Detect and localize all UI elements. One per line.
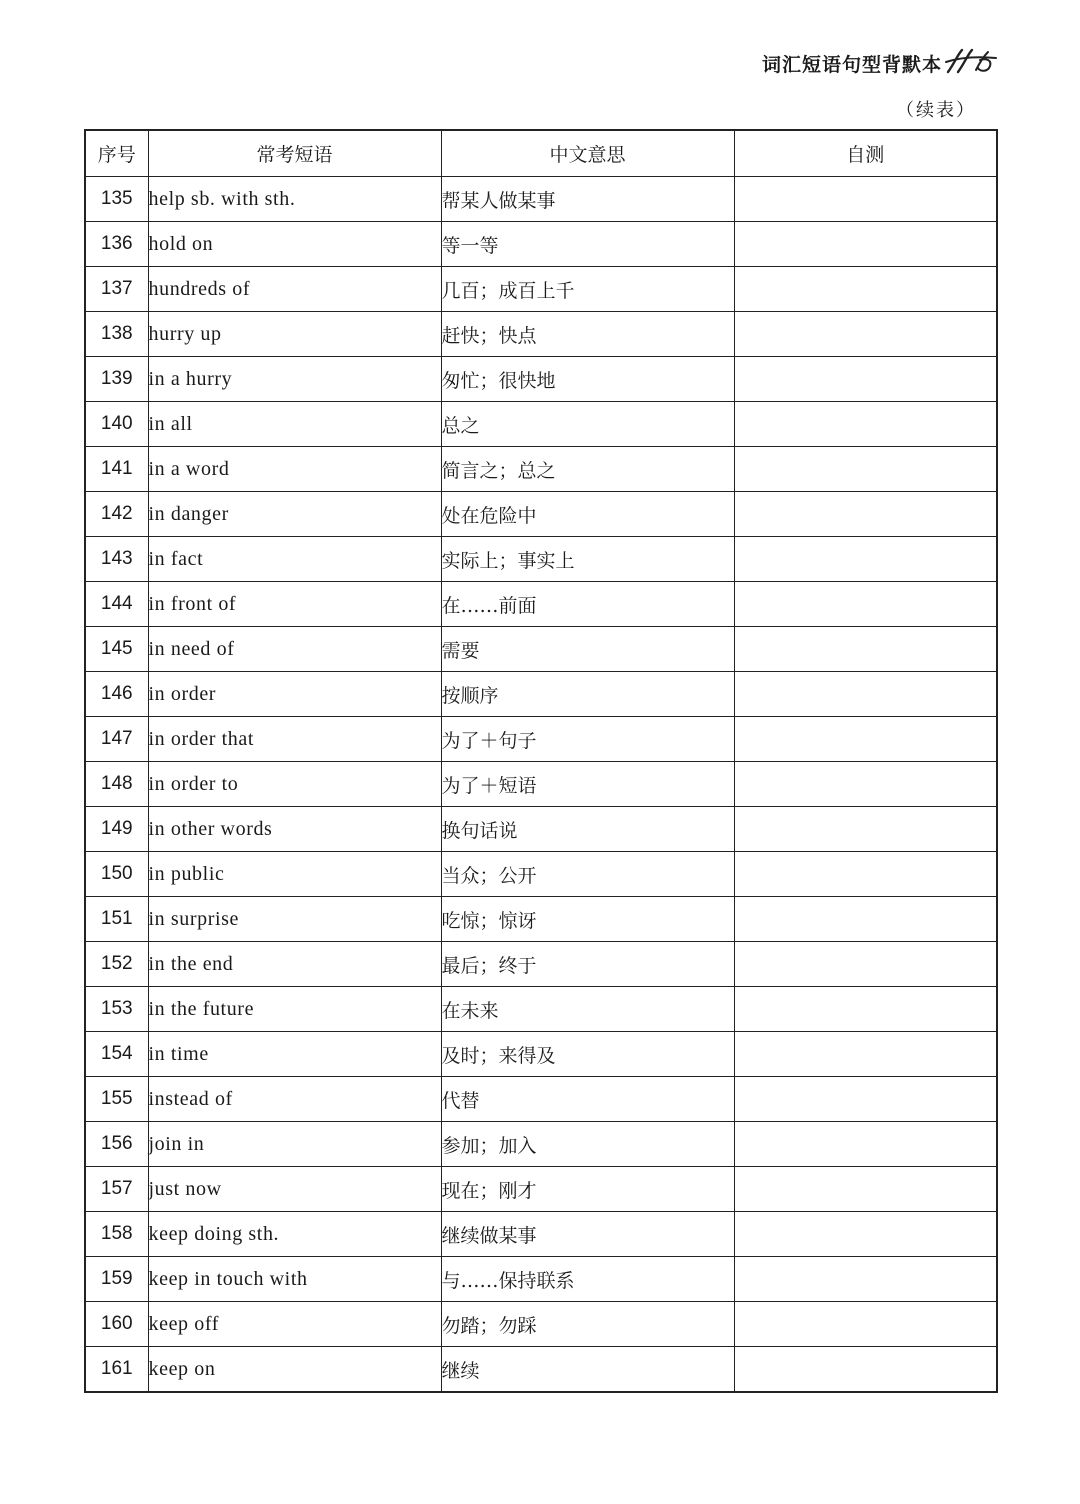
row-phrase: keep in touch with bbox=[148, 1257, 441, 1302]
row-meaning: 参加；加入 bbox=[441, 1122, 734, 1167]
row-self-test-cell[interactable] bbox=[734, 852, 997, 897]
row-self-test-cell[interactable] bbox=[734, 762, 997, 807]
row-number: 139 bbox=[85, 357, 148, 402]
row-self-test-cell[interactable] bbox=[734, 1302, 997, 1347]
row-phrase: in a word bbox=[148, 447, 441, 492]
table-row bbox=[85, 762, 997, 807]
row-phrase: in all bbox=[148, 402, 441, 447]
table-row bbox=[85, 897, 997, 942]
row-self-test-cell[interactable] bbox=[734, 177, 997, 222]
row-number: 141 bbox=[85, 447, 148, 492]
row-number: 161 bbox=[85, 1347, 148, 1393]
row-meaning: 代替 bbox=[441, 1077, 734, 1122]
table-row bbox=[85, 1212, 997, 1257]
row-meaning: 在……前面 bbox=[441, 582, 734, 627]
table-row bbox=[85, 987, 997, 1032]
row-number: 153 bbox=[85, 987, 148, 1032]
row-meaning: 处在危险中 bbox=[441, 492, 734, 537]
row-self-test-cell[interactable] bbox=[734, 537, 997, 582]
row-phrase: keep on bbox=[148, 1347, 441, 1393]
row-self-test-cell[interactable] bbox=[734, 1257, 997, 1302]
row-self-test-cell[interactable] bbox=[734, 897, 997, 942]
row-number: 156 bbox=[85, 1122, 148, 1167]
row-phrase: in time bbox=[148, 1032, 441, 1077]
column-header-self-test: 自测 bbox=[734, 130, 997, 177]
row-meaning: 总之 bbox=[441, 402, 734, 447]
row-self-test-cell[interactable] bbox=[734, 942, 997, 987]
row-phrase: hold on bbox=[148, 222, 441, 267]
column-header-number: 序号 bbox=[85, 130, 148, 177]
table-row bbox=[85, 357, 997, 402]
row-number: 155 bbox=[85, 1077, 148, 1122]
row-number: 138 bbox=[85, 312, 148, 357]
row-phrase: just now bbox=[148, 1167, 441, 1212]
row-phrase: in the future bbox=[148, 987, 441, 1032]
table-row bbox=[85, 1302, 997, 1347]
row-number: 154 bbox=[85, 1032, 148, 1077]
row-number: 136 bbox=[85, 222, 148, 267]
row-number: 157 bbox=[85, 1167, 148, 1212]
row-meaning: 为了＋句子 bbox=[441, 717, 734, 762]
table-row bbox=[85, 1347, 997, 1393]
column-header-meaning: 中文意思 bbox=[441, 130, 734, 177]
row-number: 144 bbox=[85, 582, 148, 627]
row-phrase: in surprise bbox=[148, 897, 441, 942]
row-phrase: in a hurry bbox=[148, 357, 441, 402]
row-number: 149 bbox=[85, 807, 148, 852]
row-meaning: 吃惊；惊讶 bbox=[441, 897, 734, 942]
table-row bbox=[85, 1122, 997, 1167]
row-self-test-cell[interactable] bbox=[734, 987, 997, 1032]
table-header-row bbox=[85, 130, 997, 177]
row-meaning: 实际上；事实上 bbox=[441, 537, 734, 582]
row-self-test-cell[interactable] bbox=[734, 1212, 997, 1257]
row-self-test-cell[interactable] bbox=[734, 357, 997, 402]
row-self-test-cell[interactable] bbox=[734, 402, 997, 447]
row-number: 151 bbox=[85, 897, 148, 942]
row-meaning: 按顺序 bbox=[441, 672, 734, 717]
row-self-test-cell[interactable] bbox=[734, 807, 997, 852]
row-self-test-cell[interactable] bbox=[734, 1077, 997, 1122]
row-self-test-cell[interactable] bbox=[734, 1032, 997, 1077]
table-row bbox=[85, 1257, 997, 1302]
row-self-test-cell[interactable] bbox=[734, 312, 997, 357]
table-row bbox=[85, 807, 997, 852]
table-row bbox=[85, 267, 997, 312]
row-phrase: in order bbox=[148, 672, 441, 717]
row-meaning: 简言之；总之 bbox=[441, 447, 734, 492]
row-self-test-cell[interactable] bbox=[734, 1167, 997, 1212]
row-phrase: hundreds of bbox=[148, 267, 441, 312]
row-phrase: in order that bbox=[148, 717, 441, 762]
row-phrase: instead of bbox=[148, 1077, 441, 1122]
table-row bbox=[85, 492, 997, 537]
row-number: 147 bbox=[85, 717, 148, 762]
row-phrase: hurry up bbox=[148, 312, 441, 357]
row-number: 140 bbox=[85, 402, 148, 447]
row-meaning: 赶快；快点 bbox=[441, 312, 734, 357]
row-phrase: in the end bbox=[148, 942, 441, 987]
row-self-test-cell[interactable] bbox=[734, 222, 997, 267]
row-meaning: 及时；来得及 bbox=[441, 1032, 734, 1077]
row-number: 160 bbox=[85, 1302, 148, 1347]
row-meaning: 换句话说 bbox=[441, 807, 734, 852]
row-self-test-cell[interactable] bbox=[734, 717, 997, 762]
row-phrase: join in bbox=[148, 1122, 441, 1167]
table-row bbox=[85, 537, 997, 582]
table-row bbox=[85, 582, 997, 627]
table-row bbox=[85, 1167, 997, 1212]
table-row bbox=[85, 1032, 997, 1077]
row-number: 150 bbox=[85, 852, 148, 897]
row-meaning: 等一等 bbox=[441, 222, 734, 267]
row-self-test-cell[interactable] bbox=[734, 267, 997, 312]
row-meaning: 继续 bbox=[441, 1347, 734, 1393]
row-self-test-cell[interactable] bbox=[734, 627, 997, 672]
row-number: 135 bbox=[85, 177, 148, 222]
row-phrase: in other words bbox=[148, 807, 441, 852]
row-number: 152 bbox=[85, 942, 148, 987]
row-self-test-cell[interactable] bbox=[734, 672, 997, 717]
row-phrase: help sb. with sth. bbox=[148, 177, 441, 222]
row-number: 159 bbox=[85, 1257, 148, 1302]
page-header-title: 词汇短语句型背默本 bbox=[761, 54, 942, 76]
row-self-test-cell[interactable] bbox=[734, 1347, 997, 1393]
row-number: 145 bbox=[85, 627, 148, 672]
row-meaning: 为了＋短语 bbox=[441, 762, 734, 807]
row-phrase: in order to bbox=[148, 762, 441, 807]
vocabulary-table bbox=[84, 129, 998, 1393]
row-phrase: keep off bbox=[148, 1302, 441, 1347]
row-meaning: 帮某人做某事 bbox=[441, 177, 734, 222]
row-meaning: 几百；成百上千 bbox=[441, 267, 734, 312]
row-number: 142 bbox=[85, 492, 148, 537]
continued-label: （续表） bbox=[896, 100, 976, 121]
table-row bbox=[85, 447, 997, 492]
row-phrase: in fact bbox=[148, 537, 441, 582]
row-meaning: 匆忙；很快地 bbox=[441, 357, 734, 402]
table-row bbox=[85, 672, 997, 717]
row-self-test-cell[interactable] bbox=[734, 492, 997, 537]
row-number: 143 bbox=[85, 537, 148, 582]
row-number: 146 bbox=[85, 672, 148, 717]
row-meaning: 现在；刚才 bbox=[441, 1167, 734, 1212]
row-self-test-cell[interactable] bbox=[734, 582, 997, 627]
table-row bbox=[85, 627, 997, 672]
row-meaning: 勿踏；勿踩 bbox=[441, 1302, 734, 1347]
table-row bbox=[85, 402, 997, 447]
row-meaning: 与……保持联系 bbox=[441, 1257, 734, 1302]
row-number: 137 bbox=[85, 267, 148, 312]
column-header-phrase: 常考短语 bbox=[148, 130, 441, 177]
brand-logo-icon bbox=[944, 46, 998, 76]
table-row bbox=[85, 717, 997, 762]
row-meaning: 最后；终于 bbox=[441, 942, 734, 987]
row-number: 148 bbox=[85, 762, 148, 807]
row-meaning: 继续做某事 bbox=[441, 1212, 734, 1257]
table-row bbox=[85, 177, 997, 222]
table-row bbox=[85, 1077, 997, 1122]
table-row bbox=[85, 942, 997, 987]
row-phrase: keep doing sth. bbox=[148, 1212, 441, 1257]
row-meaning: 在未来 bbox=[441, 987, 734, 1032]
row-phrase: in public bbox=[148, 852, 441, 897]
row-self-test-cell[interactable] bbox=[734, 447, 997, 492]
row-meaning: 需要 bbox=[441, 627, 734, 672]
table-row bbox=[85, 312, 997, 357]
table-row bbox=[85, 852, 997, 897]
row-meaning: 当众；公开 bbox=[441, 852, 734, 897]
row-phrase: in need of bbox=[148, 627, 441, 672]
row-phrase: in front of bbox=[148, 582, 441, 627]
table-row bbox=[85, 222, 997, 267]
row-phrase: in danger bbox=[148, 492, 441, 537]
row-self-test-cell[interactable] bbox=[734, 1122, 997, 1167]
row-number: 158 bbox=[85, 1212, 148, 1257]
